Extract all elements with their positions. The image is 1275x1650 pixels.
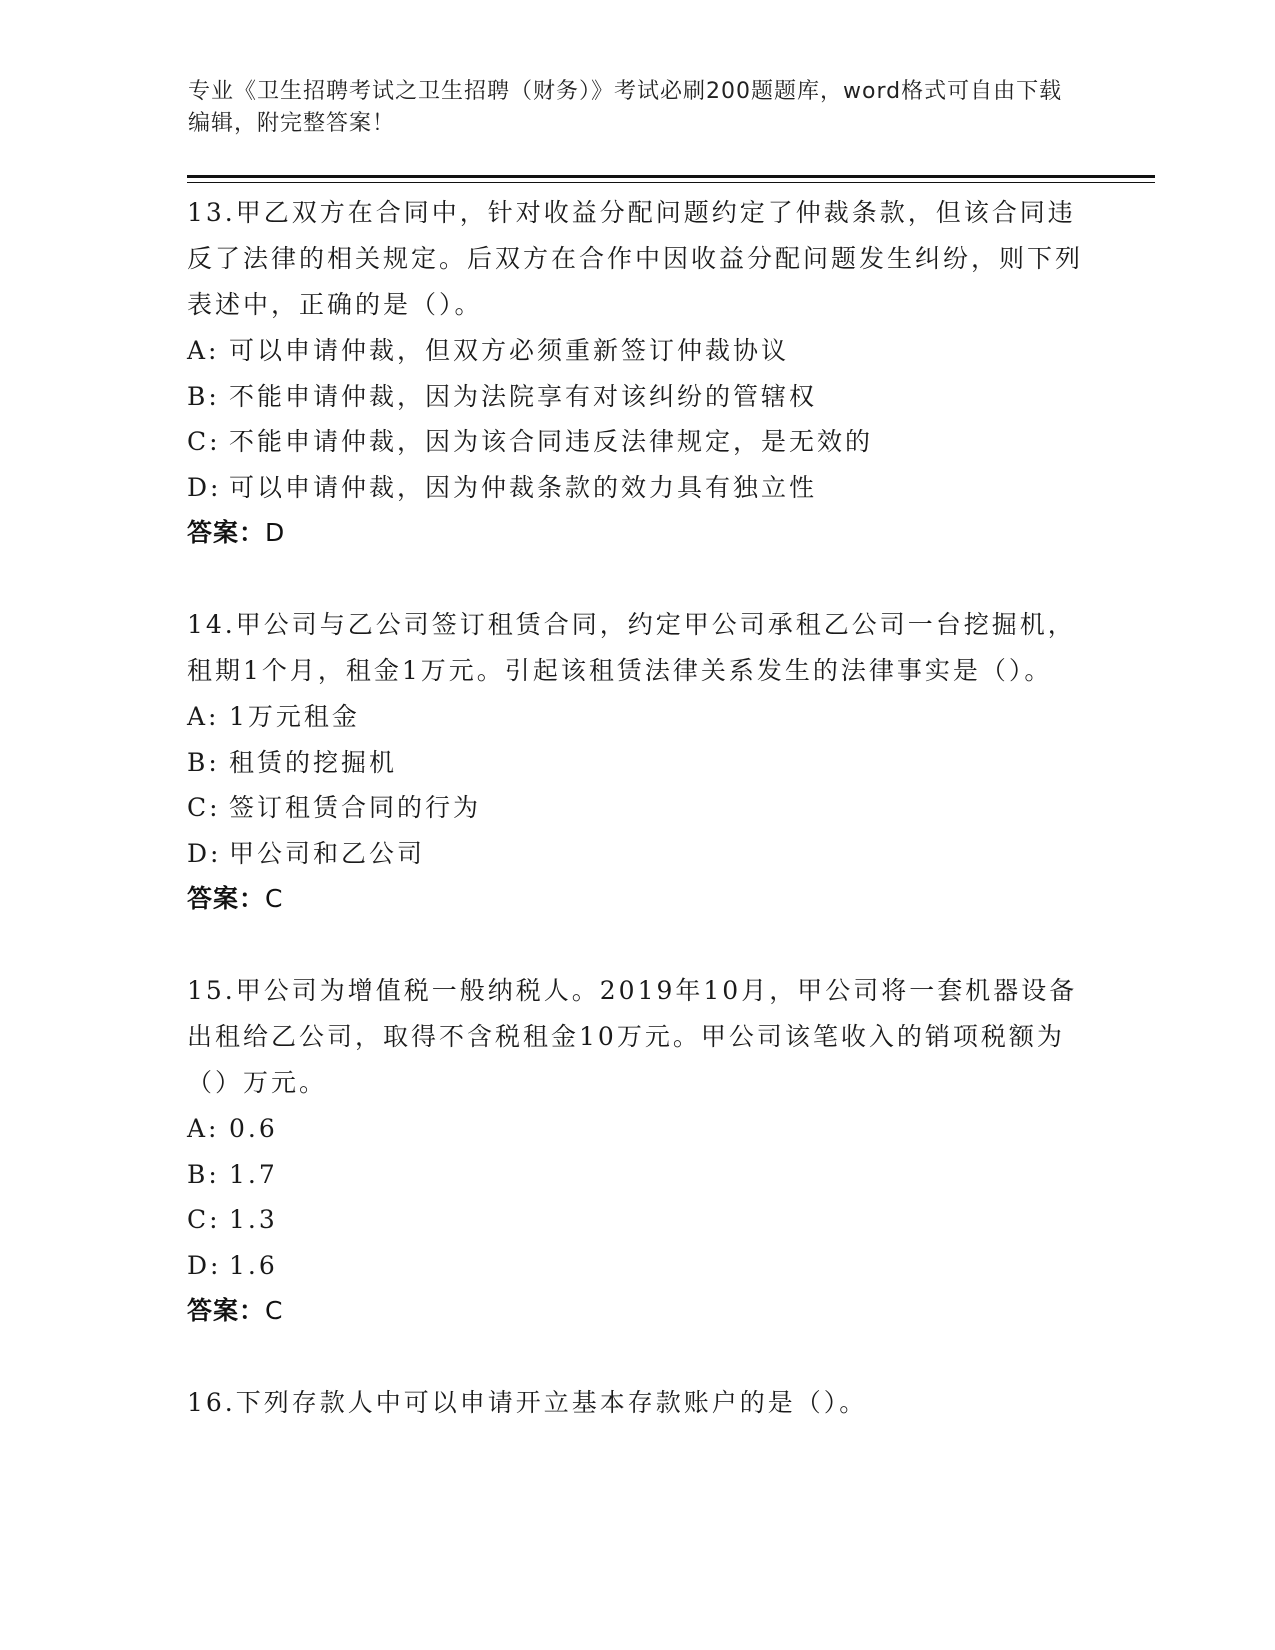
option-text: 1.6	[229, 1250, 278, 1280]
option-b	[187, 740, 1087, 786]
option-letter: C:	[187, 793, 221, 822]
answer-value: D	[265, 518, 286, 547]
option-letter: D:	[187, 838, 222, 868]
option-c	[187, 785, 1087, 831]
question-15	[187, 968, 1087, 1334]
option-letter: C:	[187, 1205, 221, 1234]
option-d	[187, 1243, 1087, 1289]
option-text: 签订租赁合同的行为	[229, 793, 482, 822]
option-text: 租赁的挖掘机	[229, 747, 398, 777]
question-stem: 13.甲乙双方在合同中，针对收益分配问题约定了仲裁条款，但该合同违反了法律的相关规定。后双方在合作中因收益分配问题发生纠纷，则下列表述中，正确的是（）。	[187, 198, 1084, 319]
answer-line	[187, 510, 1087, 556]
option-a	[187, 1106, 1087, 1152]
answer-label: 答案：	[187, 1296, 266, 1325]
option-text: 可以申请仲裁，但双方必须重新签订仲裁协议	[229, 336, 790, 365]
question-list	[187, 190, 1087, 1472]
option-letter: C:	[187, 427, 221, 456]
question-stem: 15.甲公司为增值税一般纳税人。2019年10月，甲公司将一套机器设备出租给乙公司，取得不含税租金10万元。甲公司该笔收入的销项税额为（）万元。	[187, 976, 1078, 1097]
option-letter: B:	[187, 381, 220, 411]
question-stem: 16.下列存款人中可以申请开立基本存款账户的是（）。	[187, 1388, 868, 1417]
option-letter: D:	[187, 1250, 222, 1280]
option-text: 1.7	[229, 1159, 278, 1189]
question-14	[187, 602, 1087, 922]
header-divider-thin	[187, 182, 1155, 183]
option-letter: D:	[187, 472, 222, 502]
option-text: 可以申请仲裁，因为仲裁条款的效力具有独立性	[229, 472, 818, 502]
option-letter: B:	[187, 747, 220, 777]
header-divider-thick	[187, 175, 1155, 178]
answer-value: C	[265, 1296, 284, 1325]
option-c	[187, 419, 1087, 465]
page-header-title: 专业《卫生招聘考试之卫生招聘（财务）》考试必刷200题题库，word格式可自由下载编辑，附完整答案！	[188, 79, 1063, 136]
answer-label: 答案：	[187, 518, 266, 547]
option-d	[187, 465, 1087, 511]
question-stem: 14.甲公司与乙公司签订租赁合同，约定甲公司承租乙公司一台挖掘机，租期1个月，租金1万元。引起该租赁法律关系发生的法律事实是（）。	[187, 610, 1076, 685]
option-text: 不能申请仲裁，因为该合同违反法律规定，是无效的	[229, 427, 874, 456]
option-text: 0.6	[229, 1114, 278, 1143]
answer-label: 答案：	[187, 884, 266, 913]
question-16	[187, 1380, 1087, 1426]
option-d	[187, 831, 1087, 877]
answer-line	[187, 876, 1087, 922]
option-c	[187, 1197, 1087, 1243]
option-letter: B:	[187, 1159, 220, 1189]
option-text: 甲公司和乙公司	[229, 838, 426, 868]
option-a	[187, 328, 1087, 374]
option-letter: A:	[187, 1114, 220, 1143]
option-b	[187, 374, 1087, 420]
answer-line	[187, 1288, 1087, 1334]
question-13	[187, 190, 1087, 556]
option-letter: A:	[187, 336, 220, 365]
option-text: 不能申请仲裁，因为法院享有对该纠纷的管辖权	[229, 381, 818, 411]
option-text: 1.3	[229, 1205, 278, 1234]
option-text: 1万元租金	[229, 702, 360, 731]
option-b	[187, 1152, 1087, 1198]
answer-value: C	[265, 884, 284, 913]
option-a	[187, 694, 1087, 740]
option-letter: A:	[187, 702, 220, 731]
